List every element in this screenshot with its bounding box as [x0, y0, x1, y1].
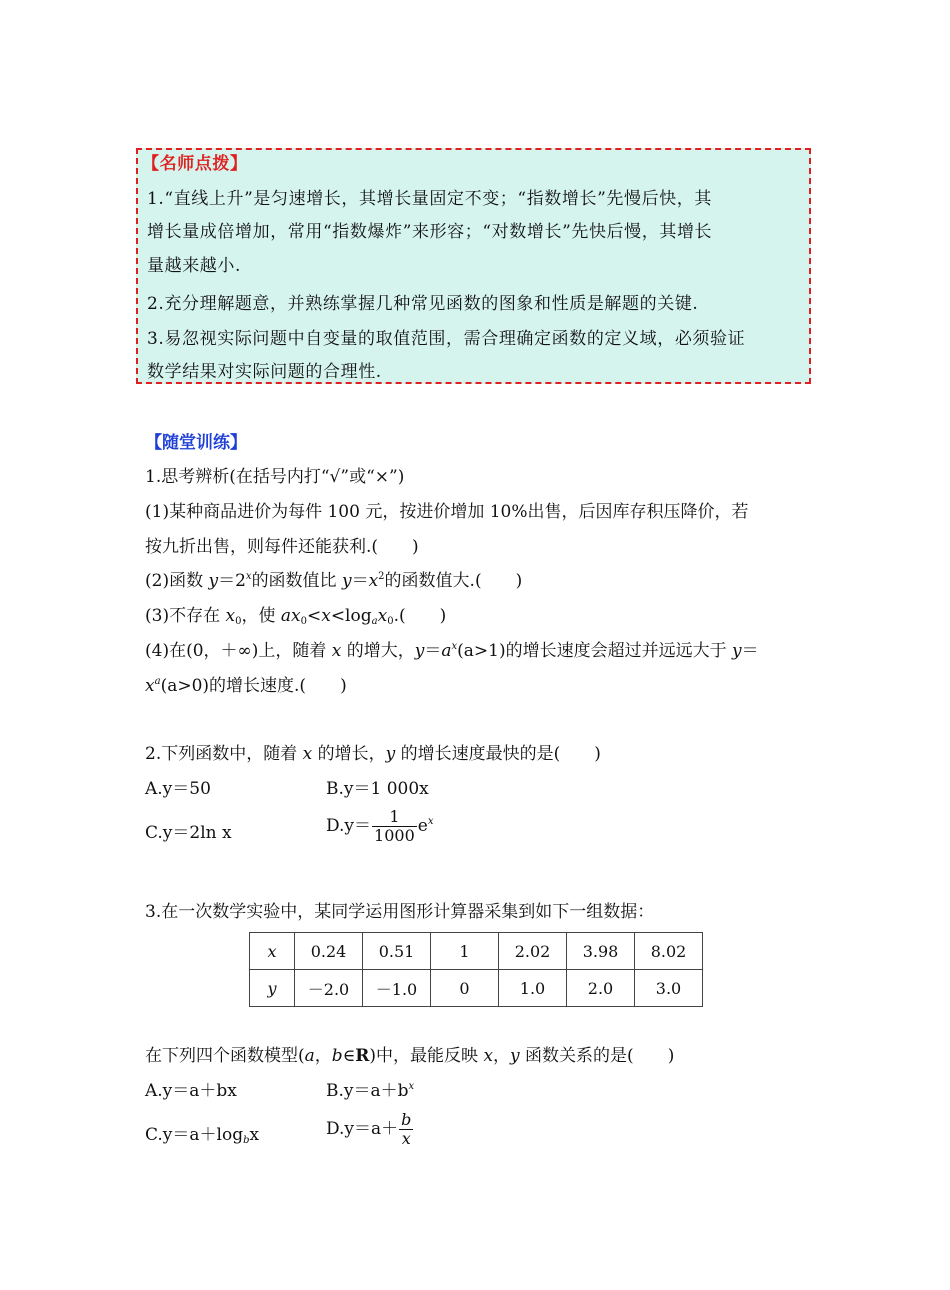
tip-line-5: 3.易忽视实际问题中自变量的取值范围，需合理确定函数的定义域，必须验证	[147, 329, 746, 349]
q3-c-text: x	[249, 1125, 260, 1145]
table-cell: 0.24	[295, 933, 363, 970]
tip-line-3: 量越来越小.	[147, 256, 242, 276]
q3-text: 函数关系的是( )	[519, 1046, 675, 1066]
table-header-cell	[250, 933, 295, 970]
q2-text: 2.下列函数中，随着	[145, 744, 303, 764]
q3-text: )中，最能反映	[369, 1046, 484, 1066]
q1-s4-var: y	[414, 641, 425, 661]
q1-s4-text: 的增长速度.( )	[209, 676, 347, 696]
table-cell: 2.0	[567, 970, 635, 1007]
q3-d-fraction	[399, 1111, 413, 1148]
q2-option-a: A.y＝50	[145, 779, 211, 799]
q1-s4-exp: a	[154, 676, 161, 687]
q1-s2-var: y	[341, 571, 352, 591]
table-cell: 3.0	[635, 970, 703, 1007]
table-row	[250, 933, 703, 970]
q3-text: ，	[493, 1046, 511, 1066]
q3-option-d	[326, 1111, 414, 1148]
q1-s3-var: x	[377, 606, 388, 626]
q1-s3-var: x	[321, 606, 331, 626]
q1-s4-text: (4)在(0，＋∞)上，随着	[145, 641, 332, 661]
q1-s2-text: 的函数值大.( )	[384, 571, 523, 591]
q1-stem: 1.思考辨析(在括号内打“√”或“×”)	[145, 467, 405, 487]
q1-s3-text: (3)不存在	[145, 606, 226, 626]
q3-c-sub: b	[243, 1135, 250, 1146]
table-cell: －1.0	[363, 970, 431, 1007]
fraction-denominator: 1000	[374, 826, 415, 845]
q3-d-text: D.y＝a＋	[326, 1119, 399, 1139]
table-header-label: y	[267, 978, 277, 998]
q3-option-a: A.y＝a＋bx	[145, 1081, 237, 1101]
q2-text: 的增长速度最快的是( )	[395, 744, 601, 764]
q3-stem: 3.在一次数学实验中，某同学运用图形计算器采集到如下一组数据：	[145, 902, 655, 922]
q1-s4-var: a	[441, 641, 452, 661]
q1-s4-var: x	[331, 641, 342, 661]
q2-d-exp: x	[427, 816, 434, 827]
q1-s2-var: x	[368, 571, 379, 591]
q1-s2	[145, 569, 522, 593]
q1-s1-line1: (1)某种商品进价为每件 100 元，按进价增加 10%出售，后因库存积压降价，若	[145, 502, 749, 522]
q2-d-text: D.y＝	[326, 816, 372, 836]
q1-s3-sub: 0	[300, 616, 307, 627]
q3-var: x	[483, 1046, 494, 1066]
table-cell: 3.98	[567, 933, 635, 970]
practice-title: 【随堂训练】	[145, 433, 247, 453]
q3-b-exp: x	[408, 1081, 415, 1092]
q1-s2-exp: 2	[378, 571, 385, 582]
q1-s4-line2	[145, 674, 347, 698]
q3-follow	[145, 1044, 674, 1068]
q2-stem	[145, 742, 601, 766]
q1-s2-text: ＝2	[218, 571, 246, 591]
fraction-numerator: b	[401, 1110, 412, 1129]
q2-option-c: C.y＝2ln x	[145, 823, 232, 843]
tip-line-4: 2.充分理解题意，并熟练掌握几种常见函数的图象和性质是解题的关键.	[147, 294, 699, 314]
table-row	[250, 970, 703, 1007]
q1-s3-sub: a	[371, 616, 378, 627]
q1-s4-line1	[145, 639, 759, 663]
q1-s4-var: x	[145, 676, 155, 696]
q3-text: 在下列四个函数模型(	[145, 1046, 305, 1066]
q3-var: a	[304, 1046, 315, 1066]
q1-s2-text: (2)函数	[145, 571, 209, 591]
table-cell: 2.02	[499, 933, 567, 970]
q1-s3-var: x	[225, 606, 236, 626]
q1-s3-text: ，使	[241, 606, 281, 626]
tip-title: 【名师点拨】	[142, 154, 248, 174]
q2-d-text: e	[417, 816, 428, 836]
tip-line-2: 增长量成倍增加，常用“指数爆炸”来形容；“对数增长”先快后慢，其增长	[147, 222, 713, 242]
table-cell: 0	[431, 970, 499, 1007]
q2-d-fraction	[372, 808, 417, 845]
q3-option-c	[145, 1123, 259, 1147]
q2-text: 的增长，	[312, 744, 386, 764]
q1-s2-var: y	[208, 571, 219, 591]
table-header-cell	[250, 970, 295, 1007]
q1-s4-text: 的增大，	[341, 641, 415, 661]
q1-s3-sub: 0	[235, 616, 242, 627]
fraction-numerator: 1	[389, 807, 400, 826]
tip-line-6: 数学结果对实际问题的合理性.	[147, 362, 382, 382]
q1-s4-text: 的增长速度会超过并远远大于	[505, 641, 732, 661]
tip-line-1: 1.“直线上升”是匀速增长，其增长量固定不变；“指数增长”先慢后快，其	[147, 189, 712, 209]
q1-s3	[145, 604, 446, 628]
q1-s2-text: 的函数值比	[251, 571, 342, 591]
table-cell: －2.0	[295, 970, 363, 1007]
q3-text: ∈	[342, 1046, 356, 1066]
q1-s4-text: (a>0)	[160, 676, 210, 696]
q2-var: y	[385, 744, 396, 764]
table-cell: 1.0	[499, 970, 567, 1007]
q1-s3-var: ax	[280, 606, 301, 626]
table-cell: 1	[431, 933, 499, 970]
q1-s3-text: <	[306, 606, 322, 626]
q2-option-d	[326, 808, 433, 845]
table-header-label: x	[267, 941, 277, 961]
q3-c-text: C.y＝a＋log	[145, 1125, 244, 1145]
q1-s4-text: (a>1)	[457, 641, 506, 661]
q3-real-set: R	[355, 1046, 370, 1066]
q3-b-text: B.y＝a＋b	[326, 1081, 409, 1101]
q3-var: y	[510, 1046, 520, 1066]
q3-option-b	[326, 1079, 414, 1103]
tip-box	[136, 148, 811, 384]
data-table	[249, 932, 703, 1007]
table-cell: 0.51	[363, 933, 431, 970]
q1-s4-exp: x	[451, 641, 458, 652]
q1-s1-line2: 按九折出售，则每件还能获利.( )	[145, 537, 419, 557]
q1-s3-text: <log	[330, 606, 372, 626]
q1-s2-exp: x	[245, 571, 252, 582]
q1-s4-text: ＝	[424, 641, 442, 661]
q3-text: ，	[314, 1046, 332, 1066]
q1-s4-text: ＝	[741, 641, 759, 661]
q1-s3-text: .( )	[393, 606, 447, 626]
q1-s4-var: y	[732, 641, 742, 661]
q1-s2-text: ＝	[351, 571, 369, 591]
table-cell: 8.02	[635, 933, 703, 970]
q1-s3-sub: 0	[387, 616, 394, 627]
q2-var: x	[302, 744, 313, 764]
q3-var: b	[331, 1046, 343, 1066]
fraction-denominator: x	[399, 1129, 413, 1148]
q2-option-b: B.y＝1 000x	[326, 779, 429, 799]
